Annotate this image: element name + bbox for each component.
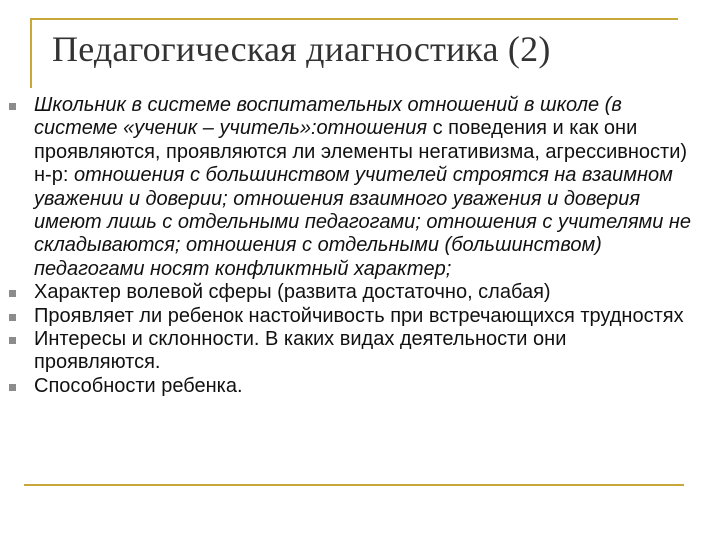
square-bullet-icon [9,337,16,344]
bullet-text: Способности ребенка. [34,374,243,397]
list-item [0,281,694,304]
left-divider [30,18,32,88]
list-item [0,328,694,375]
bullet-list [0,94,720,398]
bottom-divider [24,484,684,486]
square-bullet-icon [9,384,16,391]
slide-title: Педагогическая диагностика (2) [52,29,551,69]
list-item [0,375,694,398]
square-bullet-icon [9,290,16,297]
bullet-text: Характер волевой сферы (развита достаточно, слабая) [34,281,551,304]
bullet-text-italic: Школьник в системе воспитательных отношений в школе (в системе «ученик – учитель»:отношения [34,94,622,140]
list-item [0,94,694,281]
top-divider [30,18,678,20]
bullet-text-plain: с поведения и как они проявляются, проявляются ли элементы негативизма, агрессивности) н-р: [34,117,688,187]
square-bullet-icon [9,314,16,321]
bullet-text: Интересы и склонности. В каких видах деятельности они проявляются. [34,328,567,374]
square-bullet-icon [9,103,16,110]
bullet-text: Проявляет ли ребенок настойчивость при встречающихся трудностях [34,304,684,327]
bullet-text-italic-continued: отношения с большинством учителей строятся на взаимном уважении и доверии; отношения взаимного уважения и доверия имеют лишь с отдельными педагогами; отношения с учителями не складываются; отношения с отдельными (большинством) педагогами носят конфликтный характер; [34,164,692,280]
list-item [0,305,694,328]
